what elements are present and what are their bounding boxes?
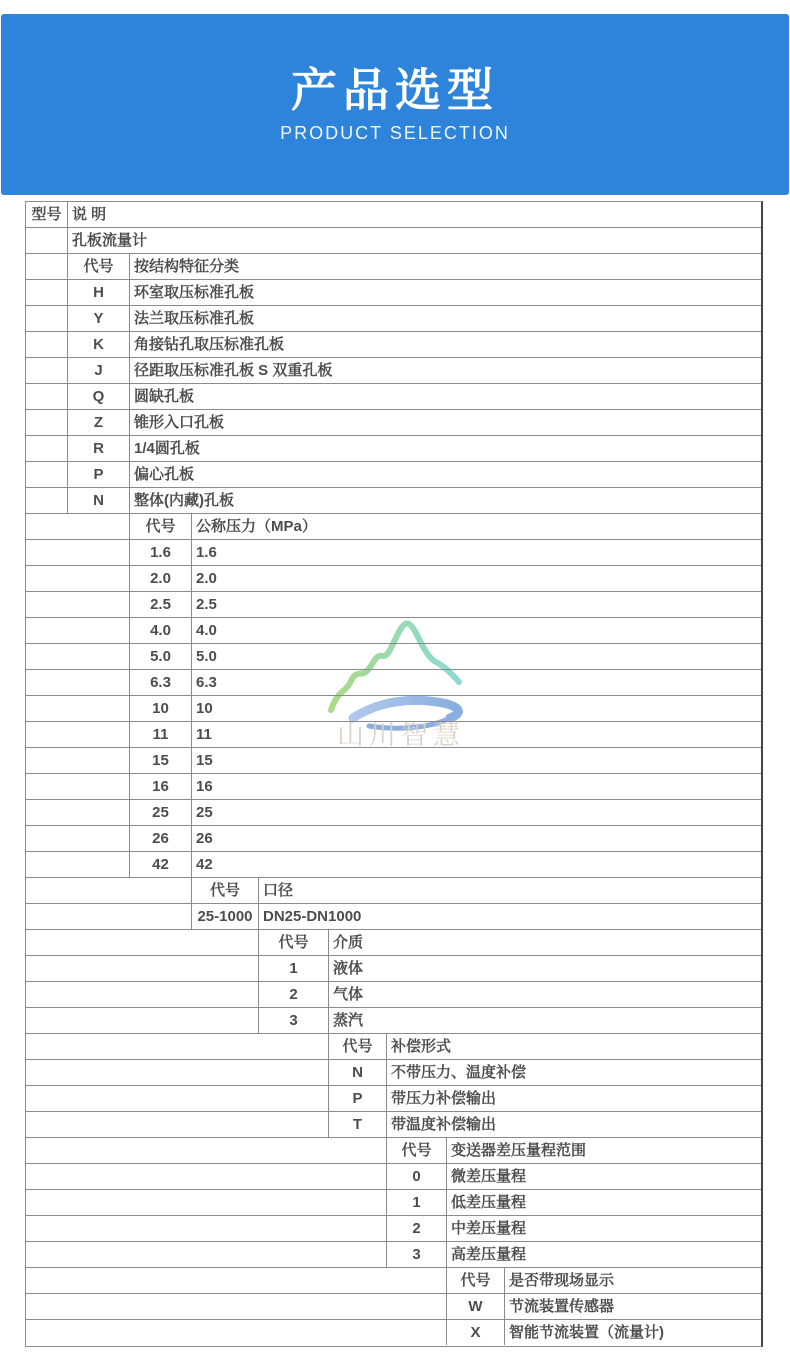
indent-cell (26, 982, 258, 1007)
description-cell: 1.6 (191, 540, 761, 565)
page-title: 产品选型 (291, 64, 499, 117)
table-row (26, 774, 761, 800)
description-cell: 不带压力、温度补偿 (386, 1060, 761, 1085)
indent-cell (26, 670, 129, 695)
code-cell: N (328, 1060, 386, 1085)
description-cell: 微差压量程 (446, 1164, 761, 1189)
group-header-row (26, 514, 761, 540)
code-cell: 1 (386, 1190, 446, 1215)
table-row (26, 982, 761, 1008)
code-cell: 5.0 (129, 644, 191, 669)
code-cell: 16 (129, 774, 191, 799)
indent-cell (26, 774, 129, 799)
table-row (26, 1008, 761, 1034)
description-cell: 径距取压标准孔板 S 双重孔板 (129, 358, 761, 383)
page-subtitle: PRODUCT SELECTION (280, 122, 510, 143)
table-row (26, 748, 761, 774)
description-cell: 15 (191, 748, 761, 773)
code-cell: X (446, 1320, 504, 1345)
description-cell: 节流装置传感器 (504, 1294, 761, 1319)
indent-cell (26, 1138, 386, 1163)
indent-cell (26, 1320, 446, 1345)
code-cell: Q (67, 384, 129, 409)
table-row (26, 722, 761, 748)
indent-cell (26, 800, 129, 825)
table-row (26, 306, 761, 332)
description-cell: 蒸汽 (328, 1008, 761, 1033)
indent-cell (26, 280, 67, 305)
code-cell: 3 (386, 1242, 446, 1267)
table-row (26, 384, 761, 410)
code-cell: 25-1000 (191, 904, 258, 929)
indent-cell (26, 488, 67, 513)
code-cell: T (328, 1112, 386, 1137)
model-cell-empty (26, 228, 67, 253)
indent-cell (26, 436, 67, 461)
indent-cell (26, 1164, 386, 1189)
table-row (26, 670, 761, 696)
description-cell: 中差压量程 (446, 1216, 761, 1241)
group-title-cell: 按结构特征分类 (129, 254, 761, 279)
table-row (26, 332, 761, 358)
description-cell: 气体 (328, 982, 761, 1007)
table-row (26, 800, 761, 826)
description-cell: 法兰取压标准孔板 (129, 306, 761, 331)
table-header-row (26, 202, 761, 228)
code-label-cell: 代号 (258, 930, 328, 955)
indent-cell (26, 1242, 386, 1267)
code-cell: 2.5 (129, 592, 191, 617)
table-row (26, 618, 761, 644)
indent-cell (26, 410, 67, 435)
description-cell: 偏心孔板 (129, 462, 761, 487)
indent-cell (26, 826, 129, 851)
code-cell: 6.3 (129, 670, 191, 695)
description-cell: 1/4圆孔板 (129, 436, 761, 461)
group-header-row (26, 1138, 761, 1164)
description-cell: 锥形入口孔板 (129, 410, 761, 435)
code-cell: K (67, 332, 129, 357)
indent-cell (26, 1034, 328, 1059)
table-row (26, 1112, 761, 1138)
code-cell: 15 (129, 748, 191, 773)
group-title-cell: 介质 (328, 930, 761, 955)
table-row (26, 566, 761, 592)
indent-cell (26, 384, 67, 409)
description-cell: 角接钻孔取压标准孔板 (129, 332, 761, 357)
code-label-cell: 代号 (386, 1138, 446, 1163)
table-row (26, 1216, 761, 1242)
description-cell: DN25-DN1000 (258, 904, 761, 929)
indent-cell (26, 1268, 446, 1293)
indent-cell (26, 1112, 328, 1137)
code-cell: 11 (129, 722, 191, 747)
group-title-cell: 公称压力（MPa） (191, 514, 761, 539)
group-header-row (26, 930, 761, 956)
description-cell: 26 (191, 826, 761, 851)
table-row (26, 1086, 761, 1112)
product-name-row (26, 228, 761, 254)
indent-cell (26, 852, 129, 877)
code-cell: 2 (258, 982, 328, 1007)
description-cell: 整体(内藏)孔板 (129, 488, 761, 513)
code-cell: P (67, 462, 129, 487)
table-row (26, 1320, 761, 1346)
group-title-cell: 变送器差压量程范围 (446, 1138, 761, 1163)
table-row (26, 436, 761, 462)
group-header-row (26, 1034, 761, 1060)
indent-cell (26, 930, 258, 955)
table-row (26, 1190, 761, 1216)
code-cell: 4.0 (129, 618, 191, 643)
description-cell: 低差压量程 (446, 1190, 761, 1215)
indent-cell (26, 1294, 446, 1319)
code-cell: 0 (386, 1164, 446, 1189)
description-cell: 16 (191, 774, 761, 799)
indent-cell (26, 1086, 328, 1111)
table-row (26, 1294, 761, 1320)
table-row (26, 696, 761, 722)
indent-cell (26, 254, 67, 279)
code-label-cell: 代号 (328, 1034, 386, 1059)
description-cell: 智能节流装置（流量计) (504, 1320, 761, 1345)
table-row (26, 904, 761, 930)
table-row (26, 852, 761, 878)
code-cell: 26 (129, 826, 191, 851)
indent-cell (26, 748, 129, 773)
indent-cell (26, 644, 129, 669)
code-cell: R (67, 436, 129, 461)
indent-cell (26, 1008, 258, 1033)
description-cell: 环室取压标准孔板 (129, 280, 761, 305)
code-cell: 2.0 (129, 566, 191, 591)
table-row (26, 1164, 761, 1190)
group-header-row (26, 254, 761, 280)
description-cell: 4.0 (191, 618, 761, 643)
description-cell: 5.0 (191, 644, 761, 669)
indent-cell (26, 878, 191, 903)
indent-cell (26, 462, 67, 487)
code-label-cell: 代号 (446, 1268, 504, 1293)
table-row (26, 592, 761, 618)
code-cell: H (67, 280, 129, 305)
description-cell: 液体 (328, 956, 761, 981)
description-cell: 10 (191, 696, 761, 721)
code-cell: 25 (129, 800, 191, 825)
table-row (26, 410, 761, 436)
indent-cell (26, 358, 67, 383)
table-row (26, 644, 761, 670)
description-cell: 11 (191, 722, 761, 747)
code-label-cell: 代号 (67, 254, 129, 279)
description-cell: 2.0 (191, 566, 761, 591)
table-row (26, 280, 761, 306)
code-label-cell: 代号 (129, 514, 191, 539)
code-cell: 1.6 (129, 540, 191, 565)
description-cell: 带压力补偿输出 (386, 1086, 761, 1111)
model-selection-table (25, 201, 763, 1347)
indent-cell (26, 514, 129, 539)
page-banner (1, 14, 789, 195)
description-column-header: 说 明 (67, 202, 761, 227)
indent-cell (26, 592, 129, 617)
indent-cell (26, 956, 258, 981)
model-column-header: 型号 (31, 206, 62, 223)
code-cell: P (328, 1086, 386, 1111)
code-cell: J (67, 358, 129, 383)
description-cell: 6.3 (191, 670, 761, 695)
description-cell: 25 (191, 800, 761, 825)
code-cell: Z (67, 410, 129, 435)
description-cell: 42 (191, 852, 761, 877)
description-cell: 高差压量程 (446, 1242, 761, 1267)
code-cell: Y (67, 306, 129, 331)
indent-cell (26, 332, 67, 357)
indent-cell (26, 1060, 328, 1085)
group-title-cell: 口径 (258, 878, 761, 903)
code-label-cell: 代号 (191, 878, 258, 903)
indent-cell (26, 1190, 386, 1215)
group-header-row (26, 1268, 761, 1294)
indent-cell (26, 618, 129, 643)
table-row (26, 1060, 761, 1086)
indent-cell (26, 696, 129, 721)
indent-cell (26, 540, 129, 565)
code-cell: 3 (258, 1008, 328, 1033)
indent-cell (26, 306, 67, 331)
description-cell: 2.5 (191, 592, 761, 617)
indent-cell (26, 566, 129, 591)
product-name-cell: 孔板流量计 (67, 228, 761, 253)
indent-cell (26, 1216, 386, 1241)
watermark-text: 山川智慧 (337, 720, 465, 750)
indent-cell (26, 722, 129, 747)
code-cell: N (67, 488, 129, 513)
table-row (26, 826, 761, 852)
description-cell: 圆缺孔板 (129, 384, 761, 409)
group-title-cell: 是否带现场显示 (504, 1268, 761, 1293)
table-row (26, 488, 761, 514)
table-row (26, 462, 761, 488)
code-cell: 1 (258, 956, 328, 981)
code-cell: W (446, 1294, 504, 1319)
group-header-row (26, 878, 761, 904)
code-cell: 42 (129, 852, 191, 877)
description-cell: 带温度补偿输出 (386, 1112, 761, 1137)
table-row (26, 956, 761, 982)
table-row (26, 540, 761, 566)
table-row (26, 358, 761, 384)
table-row (26, 1242, 761, 1268)
indent-cell (26, 904, 191, 929)
code-cell: 2 (386, 1216, 446, 1241)
group-title-cell: 补偿形式 (386, 1034, 761, 1059)
code-cell: 10 (129, 696, 191, 721)
